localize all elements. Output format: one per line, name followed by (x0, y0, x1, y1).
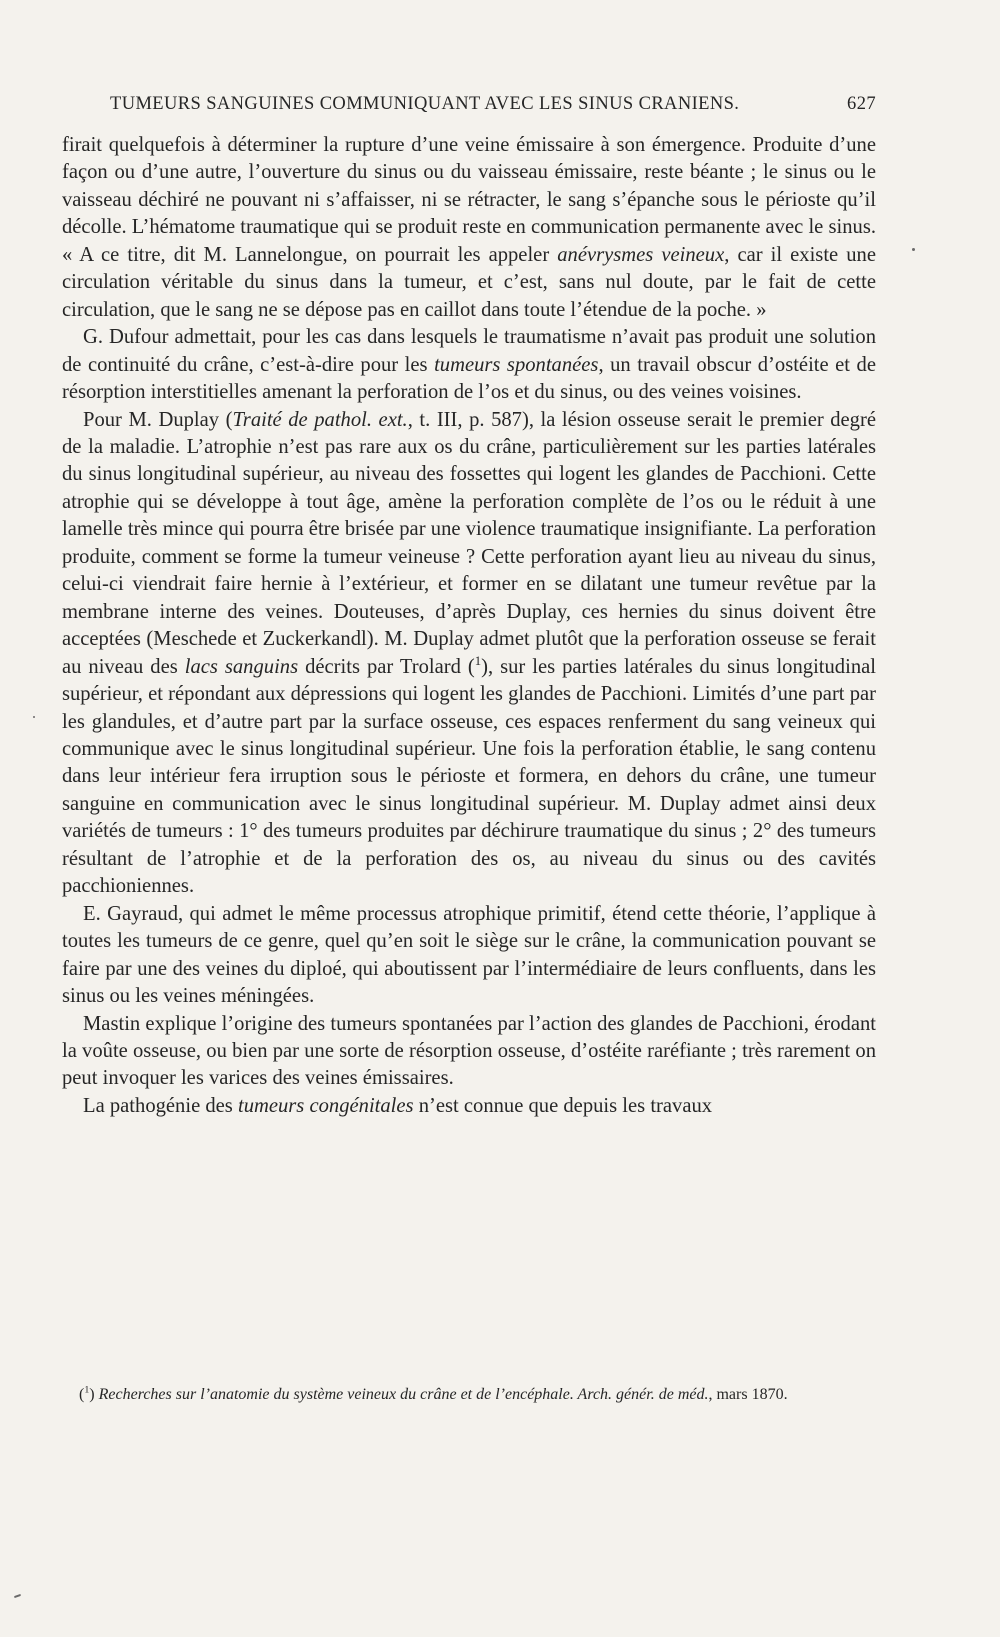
paragraph-5: Mastin explique l’origine des tumeurs spontanées par l’action des glandes de Pacchioni, érodant la voûte osseuse, ou bien par une sorte de résorption osseuse, d’ostéite raréfiante ; très rarement on peut invoquer les varices des veines émissaires. (62, 1012, 876, 1090)
paragraph-2-text-b: , un travail obscur d’ostéite et de résorption interstitielles amenant la perforation de l’os et du sinus, ou des veines voisines. (62, 353, 876, 404)
footnote-italic: Recherches sur l’anatomie du système veineux du crâne et de l’encéphale. Arch. génér. de méd. (98, 1386, 709, 1403)
paragraph-1 (62, 132, 876, 324)
body-text (62, 132, 876, 1120)
paragraph-3-text-a: Pour M. Duplay ( (83, 408, 233, 431)
paragraph-3 (62, 407, 876, 901)
paragraph-3-italic-citation: Traité de pathol. ext. (232, 408, 408, 431)
paragraph-1-text-a: firait quelquefois à déterminer la rupture d’une veine émissaire à son émergence. Produite d’une façon ou d’une autre, l’ouverture du sinus ou du vaisseau émissaire, reste béante ; le sinus ou le vaisseau déchiré ne pouvant ni s’affaisser, ni se rétracter, le sang s’épanche sous le périoste qu’il décolle. L’hématome traumatique qui se produit reste en communication permanente avec le sinus. « A ce titre, dit M. Lannelongue, on pourrait les appeler (62, 134, 876, 266)
running-head-title: TUMEURS SANGUINES COMMUNIQUANT AVEC LES SINUS CRANIENS. (110, 94, 740, 114)
footnote-reference: 1 (474, 653, 482, 668)
paragraph-4: E. Gayraud, qui admet le même processus atrophique primitif, étend cette théorie, l’applique à toutes les tumeurs de ce genre, quel qu’en soit le siège sur le crâne, la communication pouvant se faire par une des veines du diploé, qui aboutissent par l’intermédiaire de leurs confluents, dans les sinus ou les veines méningées. (62, 902, 876, 1008)
paragraph-1-text-b: , car il existe une circulation véritable du sinus dans la tumeur, et c’est, sans nul doute, par le fait de cette circulation, que le sang ne se dépose pas en caillot dans toute l’étendue de la poche. » (62, 243, 876, 321)
paragraph-3-text-d: ), sur les parties latérales du sinus longitudinal supérieur, et répondant aux dépressions qui logent les glandes de Pacchioni. Limités d’une part par les glandules, et d’autre part par la surface osseuse, ces espaces renferment du sang veineux qui communique avec le sinus longitudinal supérieur. Une fois la perforation établie, le sang contenu dans leur intérieur fera irruption sous le périoste et formera, en dehors du crâne, une tumeur sanguine en communication avec le sinus longitudinal supérieur. M. Duplay admet ainsi deux variétés de tumeurs : 1° des tumeurs produites par déchirure traumatique du sinus ; 2° des tumeurs résultant de l’atrophie et de la perforation des os, au niveau du sinus ou des cavités pacchioniennes. (62, 655, 876, 898)
paper-speck (33, 716, 35, 718)
footnote-text: , mars 1870. (708, 1386, 788, 1403)
paragraph-1-italic: anévrysmes veineux (557, 243, 725, 266)
paragraph-3-text-c: décrits par Trolard ( (298, 655, 475, 678)
paper-speck (912, 248, 915, 251)
page-number: 627 (847, 94, 876, 114)
paragraph-6 (62, 1093, 876, 1120)
running-head (110, 93, 876, 115)
paragraph-3-italic-term: lacs sanguins (184, 655, 299, 678)
paragraph-2-italic: tumeurs spontanées (434, 353, 599, 376)
footnote-marker: 1 (84, 1384, 90, 1396)
paragraph-6-text-a: La pathogénie des (83, 1094, 238, 1117)
paragraph-6-italic: tumeurs congénitales (237, 1094, 414, 1117)
footnote: ($^1$) Recherches sur l’anatomie du système veineux du crâne et de l’encéphale. Arch. génér. de méd., mars 1870. (79, 1384, 788, 1403)
paragraph-3-text-b: , t. III, p. 587), la lésion osseuse serait le premier degré de la maladie. L’atrophie n’est pas rare aux os du crâne, particulièrement sur les parties latérales du sinus longitudinal supérieur, au niveau des fossettes qui logent les glandes de Pacchioni. Cette atrophie qui se développe à tout âge, amène la perforation complète de l’os ou le réduit à une lamelle très mince qui pourra être brisée par une violence traumatique insignifiante. La perforation produite, comment se forme la tumeur veineuse ? Cette perforation ayant lieu au niveau du sinus, celui-ci viendrait faire hernie à l’extérieur, et former en se dilatant une tumeur revêtue par la membrane interne des veines. Douteuses, d’après Duplay, ces hernies du sinus doivent être acceptées (Meschede et Zuckerkandl). M. Duplay admet plutôt que la perforation osseuse se ferait au niveau des (62, 408, 876, 678)
paper-speck (14, 1594, 21, 1598)
paragraph-6-text-b: n’est connue que depuis les travaux (413, 1094, 713, 1117)
paragraph-2 (62, 324, 876, 406)
paragraph-2-text-a: G. Dufour admettait, pour les cas dans lesquels le traumatisme n’avait pas produit une solution de continuité du crâne, c’est-à-dire pour les (62, 326, 876, 376)
